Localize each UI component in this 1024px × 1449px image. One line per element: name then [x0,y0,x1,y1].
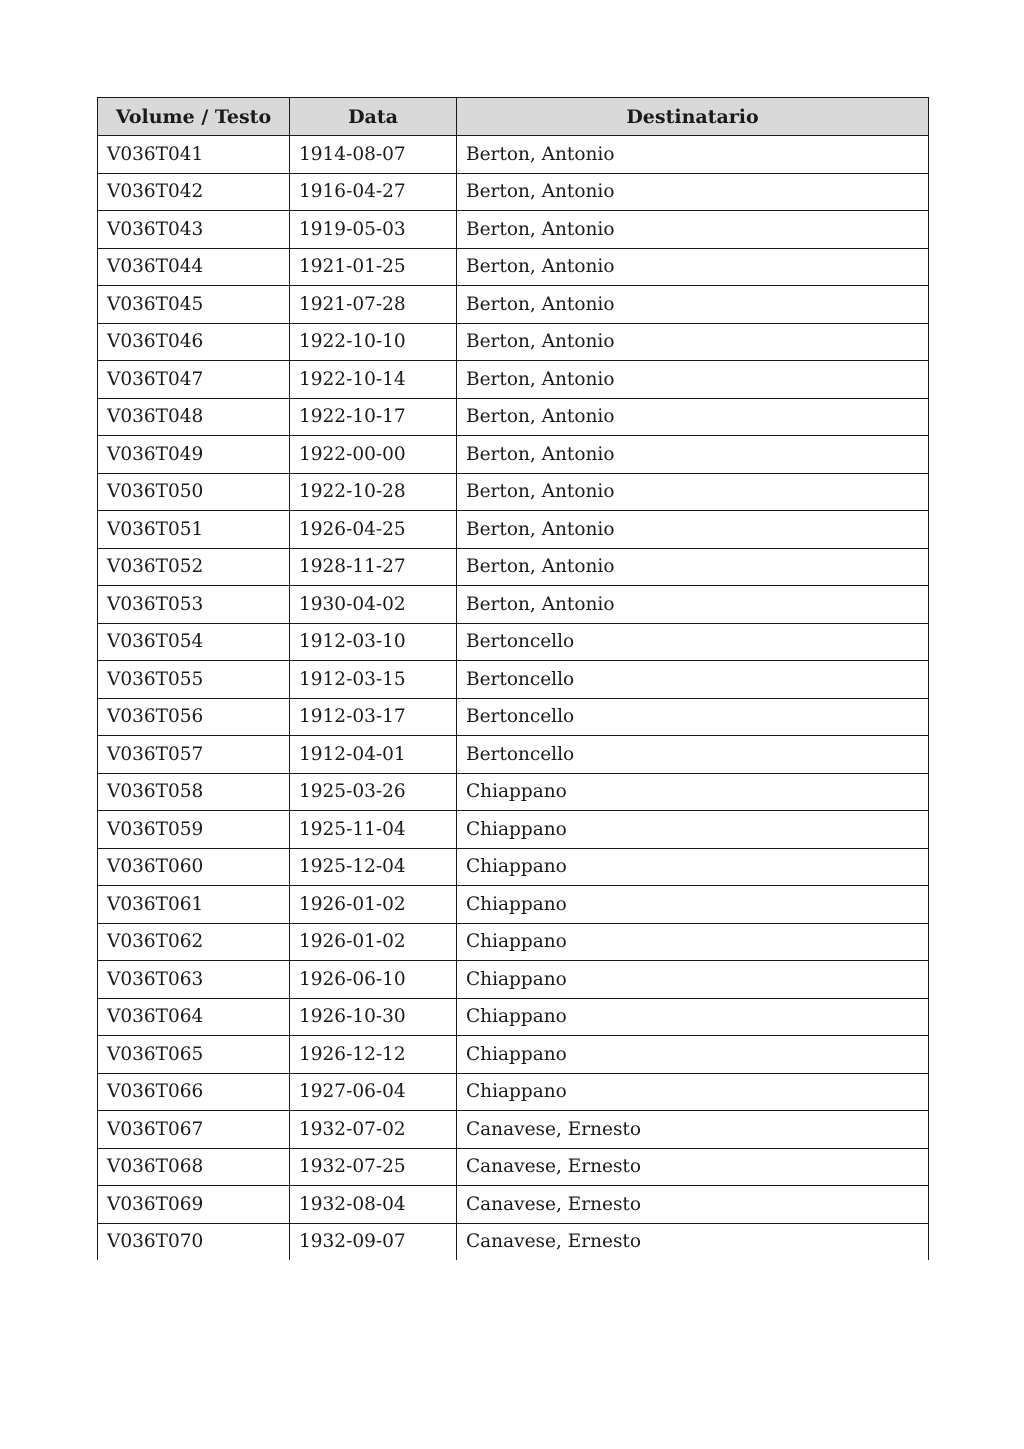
table-row [98,961,929,999]
table-row [98,811,929,849]
cell-destinatario: Berton, Antonio [457,586,929,624]
cell-data: 1926-12-12 [290,1036,457,1074]
cell-volume-testo: V036T055 [98,661,290,699]
cell-volume-testo: V036T054 [98,623,290,661]
cell-destinatario: Berton, Antonio [457,398,929,436]
cell-volume-testo: V036T068 [98,1148,290,1186]
table-row [98,286,929,324]
cell-data: 1922-10-10 [290,323,457,361]
table-row [98,1111,929,1149]
table-row [98,923,929,961]
cell-destinatario: Berton, Antonio [457,361,929,399]
cell-volume-testo: V036T047 [98,361,290,399]
table-row [98,323,929,361]
cell-volume-testo: V036T053 [98,586,290,624]
cell-volume-testo: V036T058 [98,773,290,811]
cell-data: 1919-05-03 [290,211,457,249]
table-row [98,1073,929,1111]
cell-destinatario: Canavese, Ernesto [457,1186,929,1224]
cell-destinatario: Berton, Antonio [457,211,929,249]
table-row [98,211,929,249]
cell-data: 1926-01-02 [290,886,457,924]
column-header-volume-testo: Volume / Testo [98,98,290,136]
table-row [98,511,929,549]
cell-destinatario: Chiappano [457,961,929,999]
cell-volume-testo: V036T070 [98,1223,290,1260]
cell-data: 1932-09-07 [290,1223,457,1260]
cell-destinatario: Berton, Antonio [457,173,929,211]
cell-data: 1926-06-10 [290,961,457,999]
cell-data: 1922-10-28 [290,473,457,511]
cell-data: 1930-04-02 [290,586,457,624]
cell-volume-testo: V036T061 [98,886,290,924]
table-row [98,548,929,586]
cell-volume-testo: V036T059 [98,811,290,849]
cell-volume-testo: V036T042 [98,173,290,211]
cell-volume-testo: V036T050 [98,473,290,511]
cell-data: 1926-10-30 [290,998,457,1036]
cell-data: 1912-04-01 [290,736,457,774]
cell-volume-testo: V036T056 [98,698,290,736]
table-body [98,136,929,1261]
cell-volume-testo: V036T060 [98,848,290,886]
cell-volume-testo: V036T048 [98,398,290,436]
cell-data: 1921-01-25 [290,248,457,286]
cell-volume-testo: V036T066 [98,1073,290,1111]
cell-data: 1922-00-00 [290,436,457,474]
table-row [98,1036,929,1074]
records-table [97,97,929,1260]
table-row [98,436,929,474]
cell-volume-testo: V036T041 [98,136,290,174]
cell-data: 1914-08-07 [290,136,457,174]
cell-destinatario: Bertoncello [457,698,929,736]
table-row [98,736,929,774]
cell-destinatario: Bertoncello [457,736,929,774]
cell-destinatario: Berton, Antonio [457,248,929,286]
table-row [98,886,929,924]
cell-data: 1912-03-17 [290,698,457,736]
cell-destinatario: Chiappano [457,1073,929,1111]
cell-volume-testo: V036T062 [98,923,290,961]
cell-data: 1925-12-04 [290,848,457,886]
cell-data: 1926-01-02 [290,923,457,961]
cell-destinatario: Berton, Antonio [457,286,929,324]
table-row [98,698,929,736]
cell-destinatario: Chiappano [457,886,929,924]
table-row [98,1148,929,1186]
cell-data: 1927-06-04 [290,1073,457,1111]
cell-data: 1922-10-14 [290,361,457,399]
cell-volume-testo: V036T067 [98,1111,290,1149]
cell-destinatario: Canavese, Ernesto [457,1111,929,1149]
cell-destinatario: Berton, Antonio [457,436,929,474]
cell-data: 1932-07-25 [290,1148,457,1186]
column-header-destinatario: Destinatario [457,98,929,136]
cell-destinatario: Berton, Antonio [457,323,929,361]
cell-data: 1932-08-04 [290,1186,457,1224]
cell-destinatario: Chiappano [457,848,929,886]
cell-data: 1925-03-26 [290,773,457,811]
cell-destinatario: Berton, Antonio [457,548,929,586]
cell-data: 1926-04-25 [290,511,457,549]
table-clip-region [97,97,931,1311]
cell-volume-testo: V036T049 [98,436,290,474]
table-row [98,1186,929,1224]
cell-destinatario: Chiappano [457,811,929,849]
table-row [98,473,929,511]
table-row [98,398,929,436]
table-row [98,361,929,399]
table-row [98,848,929,886]
cell-destinatario: Canavese, Ernesto [457,1223,929,1260]
table-row [98,248,929,286]
cell-destinatario: Chiappano [457,998,929,1036]
cell-data: 1912-03-10 [290,623,457,661]
column-header-data: Data [290,98,457,136]
cell-volume-testo: V036T046 [98,323,290,361]
header-row [98,98,929,136]
cell-volume-testo: V036T043 [98,211,290,249]
cell-data: 1916-04-27 [290,173,457,211]
cell-destinatario: Bertoncello [457,661,929,699]
cell-volume-testo: V036T065 [98,1036,290,1074]
cell-data: 1932-07-02 [290,1111,457,1149]
cell-volume-testo: V036T064 [98,998,290,1036]
cell-destinatario: Chiappano [457,923,929,961]
table-row [98,173,929,211]
table-row [98,1223,929,1260]
table-row [98,586,929,624]
cell-destinatario: Berton, Antonio [457,473,929,511]
cell-destinatario: Chiappano [457,773,929,811]
cell-destinatario: Berton, Antonio [457,136,929,174]
cell-destinatario: Canavese, Ernesto [457,1148,929,1186]
cell-volume-testo: V036T045 [98,286,290,324]
cell-volume-testo: V036T069 [98,1186,290,1224]
table-row [98,136,929,174]
cell-volume-testo: V036T057 [98,736,290,774]
cell-data: 1922-10-17 [290,398,457,436]
cell-destinatario: Berton, Antonio [457,511,929,549]
table-row [98,773,929,811]
cell-volume-testo: V036T051 [98,511,290,549]
cell-data: 1912-03-15 [290,661,457,699]
table-row [98,623,929,661]
cell-volume-testo: V036T063 [98,961,290,999]
cell-destinatario: Bertoncello [457,623,929,661]
cell-volume-testo: V036T044 [98,248,290,286]
cell-data: 1925-11-04 [290,811,457,849]
table-row [98,661,929,699]
cell-data: 1921-07-28 [290,286,457,324]
cell-data: 1928-11-27 [290,548,457,586]
cell-volume-testo: V036T052 [98,548,290,586]
cell-destinatario: Chiappano [457,1036,929,1074]
table-row [98,998,929,1036]
